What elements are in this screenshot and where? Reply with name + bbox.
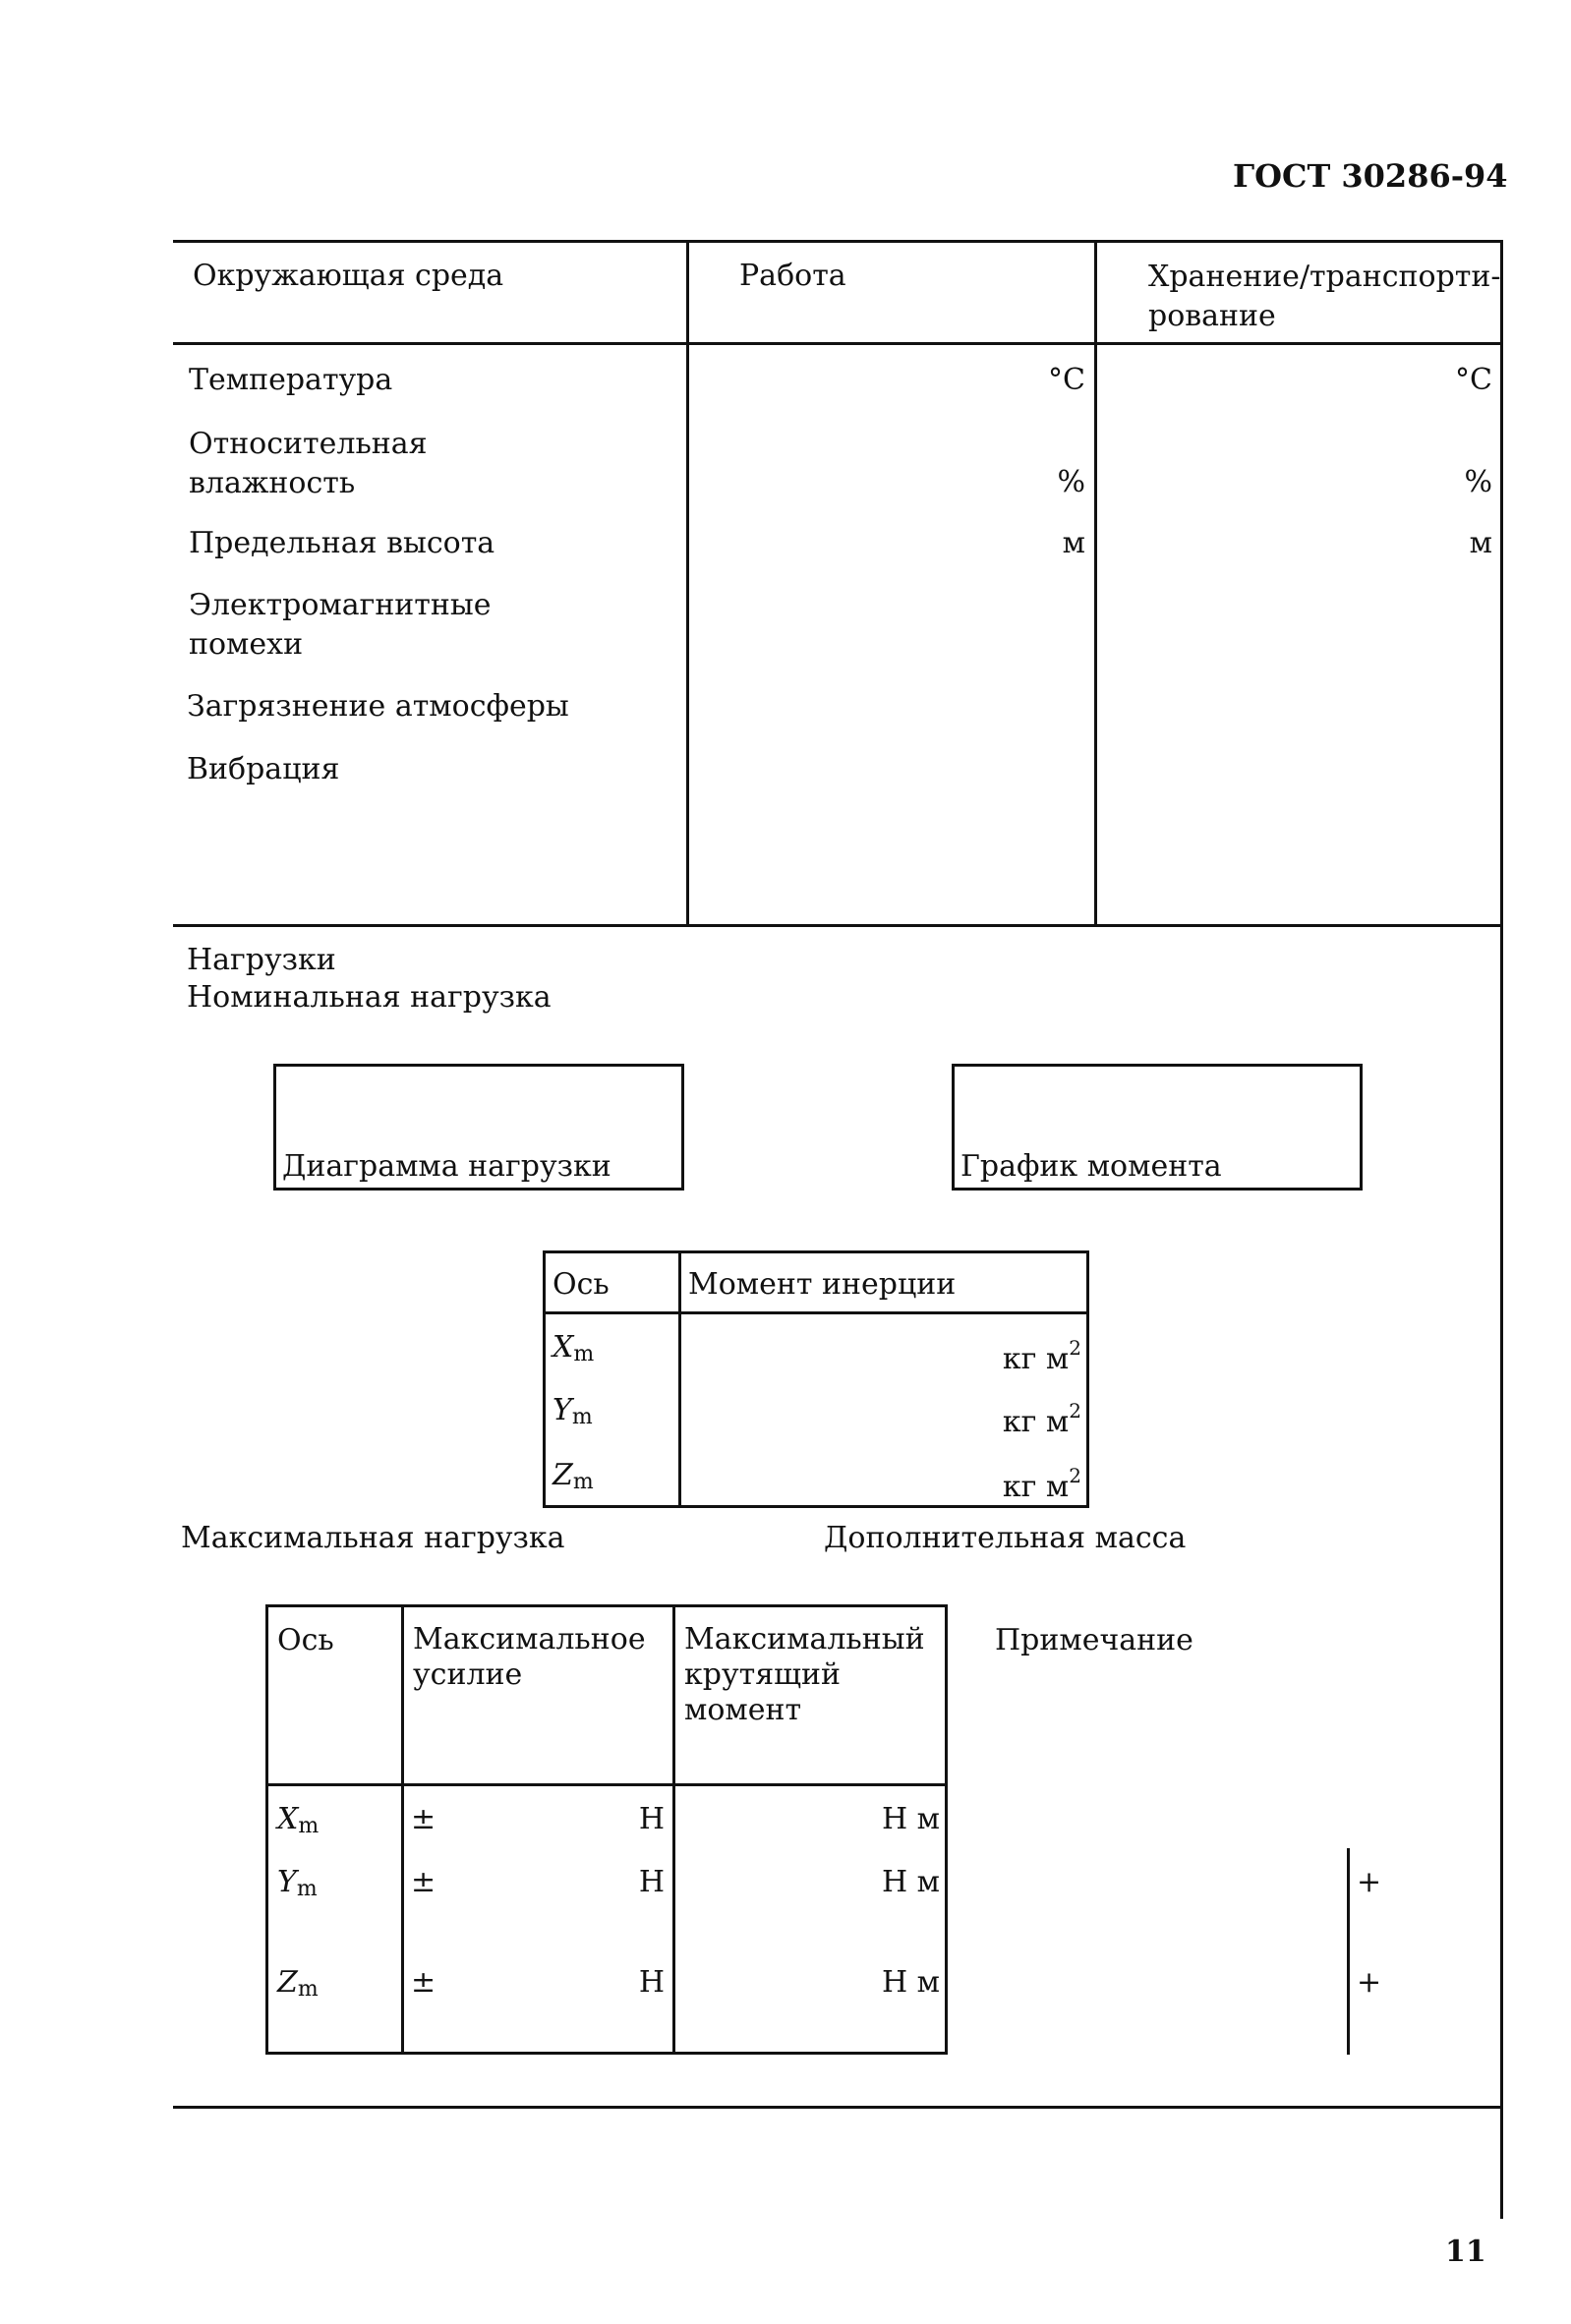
inertia-axis-x: $X_m$ [553, 1330, 595, 1366]
inertia-col-divider [678, 1250, 681, 1508]
inertia-unit-z: кг $м^2$ [1002, 1464, 1081, 1504]
table-header-rule [173, 342, 1502, 345]
max-torque-header: Максимальный крутящий момент [684, 1622, 925, 1727]
document-code: ГОСТ 30286-94 [1233, 157, 1508, 195]
note-margin-line [1347, 1848, 1350, 2055]
max-axis-z: $Z_m$ [277, 1965, 319, 2002]
force-unit: Н [638, 1865, 665, 1899]
inertia-moment-header: Момент инерции [688, 1267, 957, 1302]
force-unit: Н [638, 1802, 665, 1836]
inertia-unit-x: кг $м^2$ [1002, 1336, 1081, 1376]
torque-unit: Н м [881, 1965, 940, 2000]
max-axis-x: $X_m$ [277, 1802, 320, 1838]
torque-unit: Н м [881, 1865, 940, 1899]
row-label: Температура [189, 363, 393, 397]
max-load-title: Максимальная нагрузка [181, 1521, 565, 1555]
moment-graph-label: График момента [960, 1149, 1222, 1184]
max-force-header: Максимальное усилие [413, 1622, 646, 1692]
row-label: Предельная высота [189, 526, 495, 560]
force-unit: Н [638, 1965, 665, 2000]
max-col-divider-2 [672, 1604, 675, 2055]
op-unit: м [1062, 526, 1085, 560]
max-col-divider-1 [401, 1604, 404, 2055]
col-divider-1 [686, 240, 689, 924]
header-environment: Окружающая среда [193, 259, 504, 293]
page-number: 11 [1445, 2235, 1486, 2269]
torque-unit: Н м [881, 1802, 940, 1836]
row-label: Электромагнитные помехи [189, 588, 492, 662]
section-bottom-rule [173, 2106, 1502, 2109]
force-sign: ± [411, 1965, 436, 2000]
row-label: Загрязнение атмосферы [187, 689, 569, 724]
header-storage: Хранение/транспорти- рование [1148, 260, 1501, 333]
note-mark: + [1357, 1965, 1382, 2000]
row-label: Относительная влажность [189, 427, 428, 500]
row-label: Вибрация [187, 752, 340, 786]
right-border [1500, 240, 1503, 2219]
op-unit: °C [1048, 363, 1085, 397]
load-diagram-label: Диаграмма нагрузки [282, 1149, 611, 1184]
st-unit: % [1464, 465, 1492, 499]
inertia-axis-z: $Z_m$ [553, 1458, 594, 1494]
note-mark: + [1357, 1865, 1382, 1899]
st-unit: м [1469, 526, 1492, 560]
table-bottom-rule [173, 924, 1502, 927]
inertia-axis-y: $Y_m$ [553, 1393, 593, 1429]
loads-title: Нагрузки [187, 943, 336, 977]
force-sign: ± [411, 1802, 436, 1836]
col-divider-2 [1094, 240, 1097, 924]
max-axis-y: $Y_m$ [277, 1865, 318, 1901]
additional-mass-title: Дополнительная масса [824, 1521, 1187, 1555]
st-unit: °C [1455, 363, 1492, 397]
inertia-unit-y: кг $м^2$ [1002, 1399, 1081, 1439]
inertia-header-rule [543, 1311, 1089, 1314]
header-operation: Работа [739, 259, 846, 293]
moment-graph-box [952, 1064, 1363, 1191]
note-header: Примечание [995, 1623, 1193, 1657]
load-diagram-box [273, 1064, 684, 1191]
table-top-rule [173, 240, 1502, 243]
inertia-axis-header: Ось [553, 1267, 610, 1302]
nominal-load-title: Номинальная нагрузка [187, 980, 552, 1015]
op-unit: % [1057, 465, 1085, 499]
max-axis-header: Ось [277, 1623, 334, 1657]
max-header-rule [265, 1783, 948, 1786]
force-sign: ± [411, 1865, 436, 1899]
